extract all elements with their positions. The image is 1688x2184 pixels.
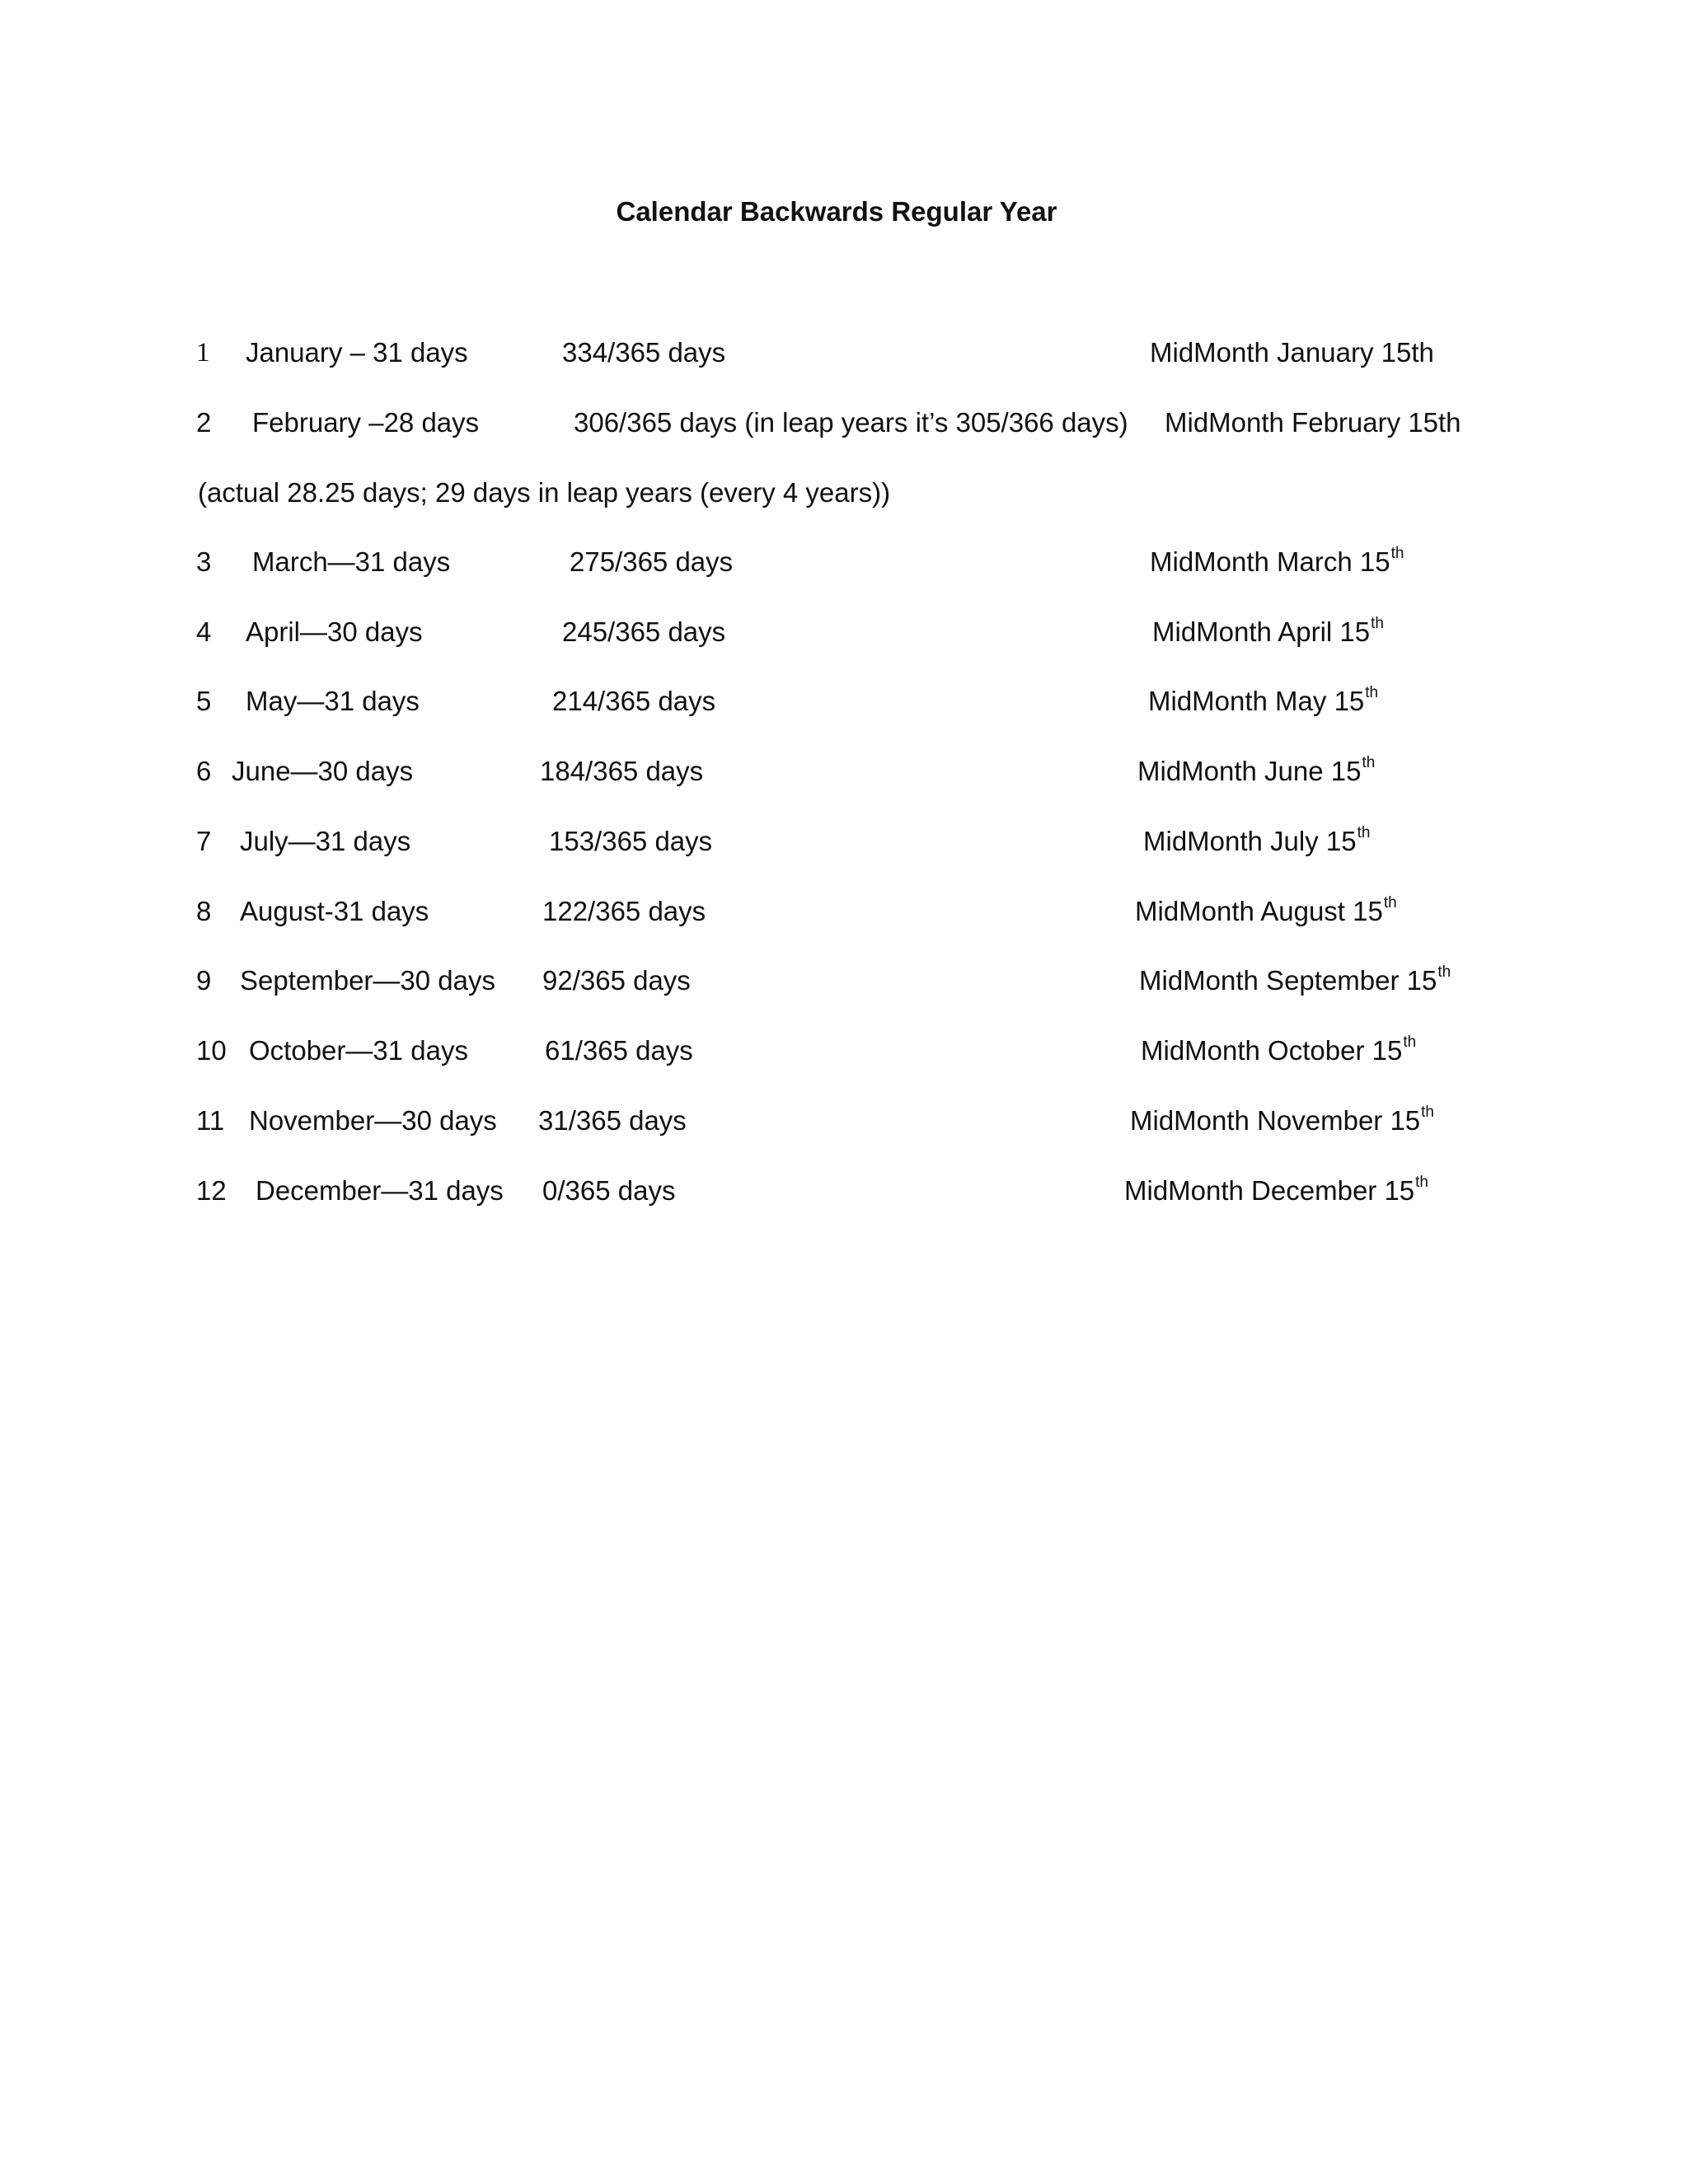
days-remaining: 184/365 days — [540, 756, 704, 786]
month-days: December—31 days — [256, 1175, 504, 1206]
february-note: (actual 28.25 days; 29 days in leap years (every 4 years)) — [198, 477, 891, 508]
month-days: July—31 days — [240, 826, 411, 856]
ordinal-suffix: th — [1403, 1033, 1417, 1051]
row-number: 11 — [196, 1105, 225, 1136]
list-item — [0, 402, 1688, 443]
row-number: 7 — [196, 826, 212, 856]
list-item — [0, 681, 1688, 722]
list-item — [0, 751, 1688, 792]
list-item — [0, 1170, 1688, 1212]
midmonth — [1150, 332, 1435, 373]
midmonth — [1150, 541, 1404, 583]
month-days: March—31 days — [252, 546, 451, 577]
midmonth — [1135, 891, 1397, 932]
days-remaining: 214/365 days — [552, 686, 716, 716]
row-number: 4 — [196, 616, 212, 647]
days-remaining: 31/365 days — [538, 1105, 687, 1136]
midmonth — [1137, 751, 1375, 792]
midmonth — [1139, 960, 1451, 1001]
ordinal-suffix: th — [1383, 894, 1397, 912]
days-remaining: 122/365 days — [542, 896, 706, 926]
month-days: May—31 days — [246, 686, 420, 716]
ordinal-suffix: th — [1390, 545, 1404, 562]
midmonth — [1124, 1170, 1428, 1212]
midmonth — [1148, 681, 1378, 722]
midmonth — [1130, 1100, 1434, 1141]
list-item — [0, 332, 1688, 373]
midmonth-text: MidMonth October 15 — [1141, 1035, 1403, 1066]
midmonth-text: MidMonth November 15 — [1130, 1105, 1421, 1136]
days-remaining: 334/365 days — [562, 337, 726, 368]
midmonth-text: MidMonth August 15 — [1135, 896, 1383, 926]
list-item — [0, 960, 1688, 1001]
ordinal-suffix: th — [1365, 684, 1379, 701]
midmonth-text: MidMonth January 15th — [1150, 337, 1434, 368]
ordinal-suffix: th — [1437, 963, 1451, 981]
days-remaining: 306/365 days (in leap years it’s 305/366 days) — [574, 407, 1128, 438]
row-number: 12 — [196, 1175, 227, 1206]
days-remaining: 0/365 days — [542, 1175, 676, 1206]
month-days: January – 31 days — [246, 337, 468, 368]
ordinal-suffix: th — [1371, 615, 1384, 632]
list-item — [0, 612, 1688, 653]
midmonth-text: MidMonth February 15th — [1165, 407, 1461, 438]
days-remaining: 153/365 days — [549, 826, 713, 856]
row-number: 8 — [196, 896, 212, 926]
midmonth — [1165, 402, 1462, 443]
row-number: 2 — [196, 407, 212, 438]
ordinal-suffix: th — [1415, 1174, 1429, 1191]
midmonth-text: MidMonth June 15 — [1137, 756, 1362, 786]
month-days: November—30 days — [249, 1105, 497, 1136]
month-days: September—30 days — [240, 965, 496, 996]
ordinal-suffix: th — [1362, 754, 1376, 771]
row-number: 5 — [196, 686, 212, 716]
row-number: 3 — [196, 546, 212, 577]
row-number: 10 — [196, 1035, 227, 1066]
midmonth — [1143, 821, 1370, 862]
midmonth-text: MidMonth December 15 — [1124, 1175, 1415, 1206]
page-title: Calendar Backwards Regular Year — [616, 196, 1057, 227]
month-days: August-31 days — [240, 896, 429, 926]
midmonth-text: MidMonth September 15 — [1139, 965, 1437, 996]
midmonth-text: MidMonth July 15 — [1143, 826, 1357, 856]
list-item — [0, 541, 1688, 583]
ordinal-suffix: th — [1421, 1104, 1435, 1121]
midmonth-text: MidMonth March 15 — [1150, 546, 1390, 577]
list-item — [0, 821, 1688, 862]
days-remaining: 275/365 days — [570, 546, 734, 577]
days-remaining: 61/365 days — [545, 1035, 693, 1066]
month-days: June—30 days — [232, 756, 414, 786]
ordinal-suffix: th — [1357, 824, 1371, 841]
midmonth — [1152, 612, 1384, 653]
list-item — [0, 1030, 1688, 1071]
list-item — [0, 1100, 1688, 1141]
midmonth — [1141, 1030, 1416, 1071]
row-number: 6 — [196, 756, 212, 786]
midmonth-text: MidMonth May 15 — [1148, 686, 1365, 716]
month-days: April—30 days — [246, 616, 423, 647]
month-days: October—31 days — [249, 1035, 468, 1066]
midmonth-text: MidMonth April 15 — [1152, 616, 1371, 647]
days-remaining: 245/365 days — [562, 616, 726, 647]
month-days: February –28 days — [252, 407, 480, 438]
row-number: 9 — [196, 965, 212, 996]
list-item — [0, 891, 1688, 932]
days-remaining: 92/365 days — [542, 965, 691, 996]
row-number: 1 — [196, 338, 210, 368]
